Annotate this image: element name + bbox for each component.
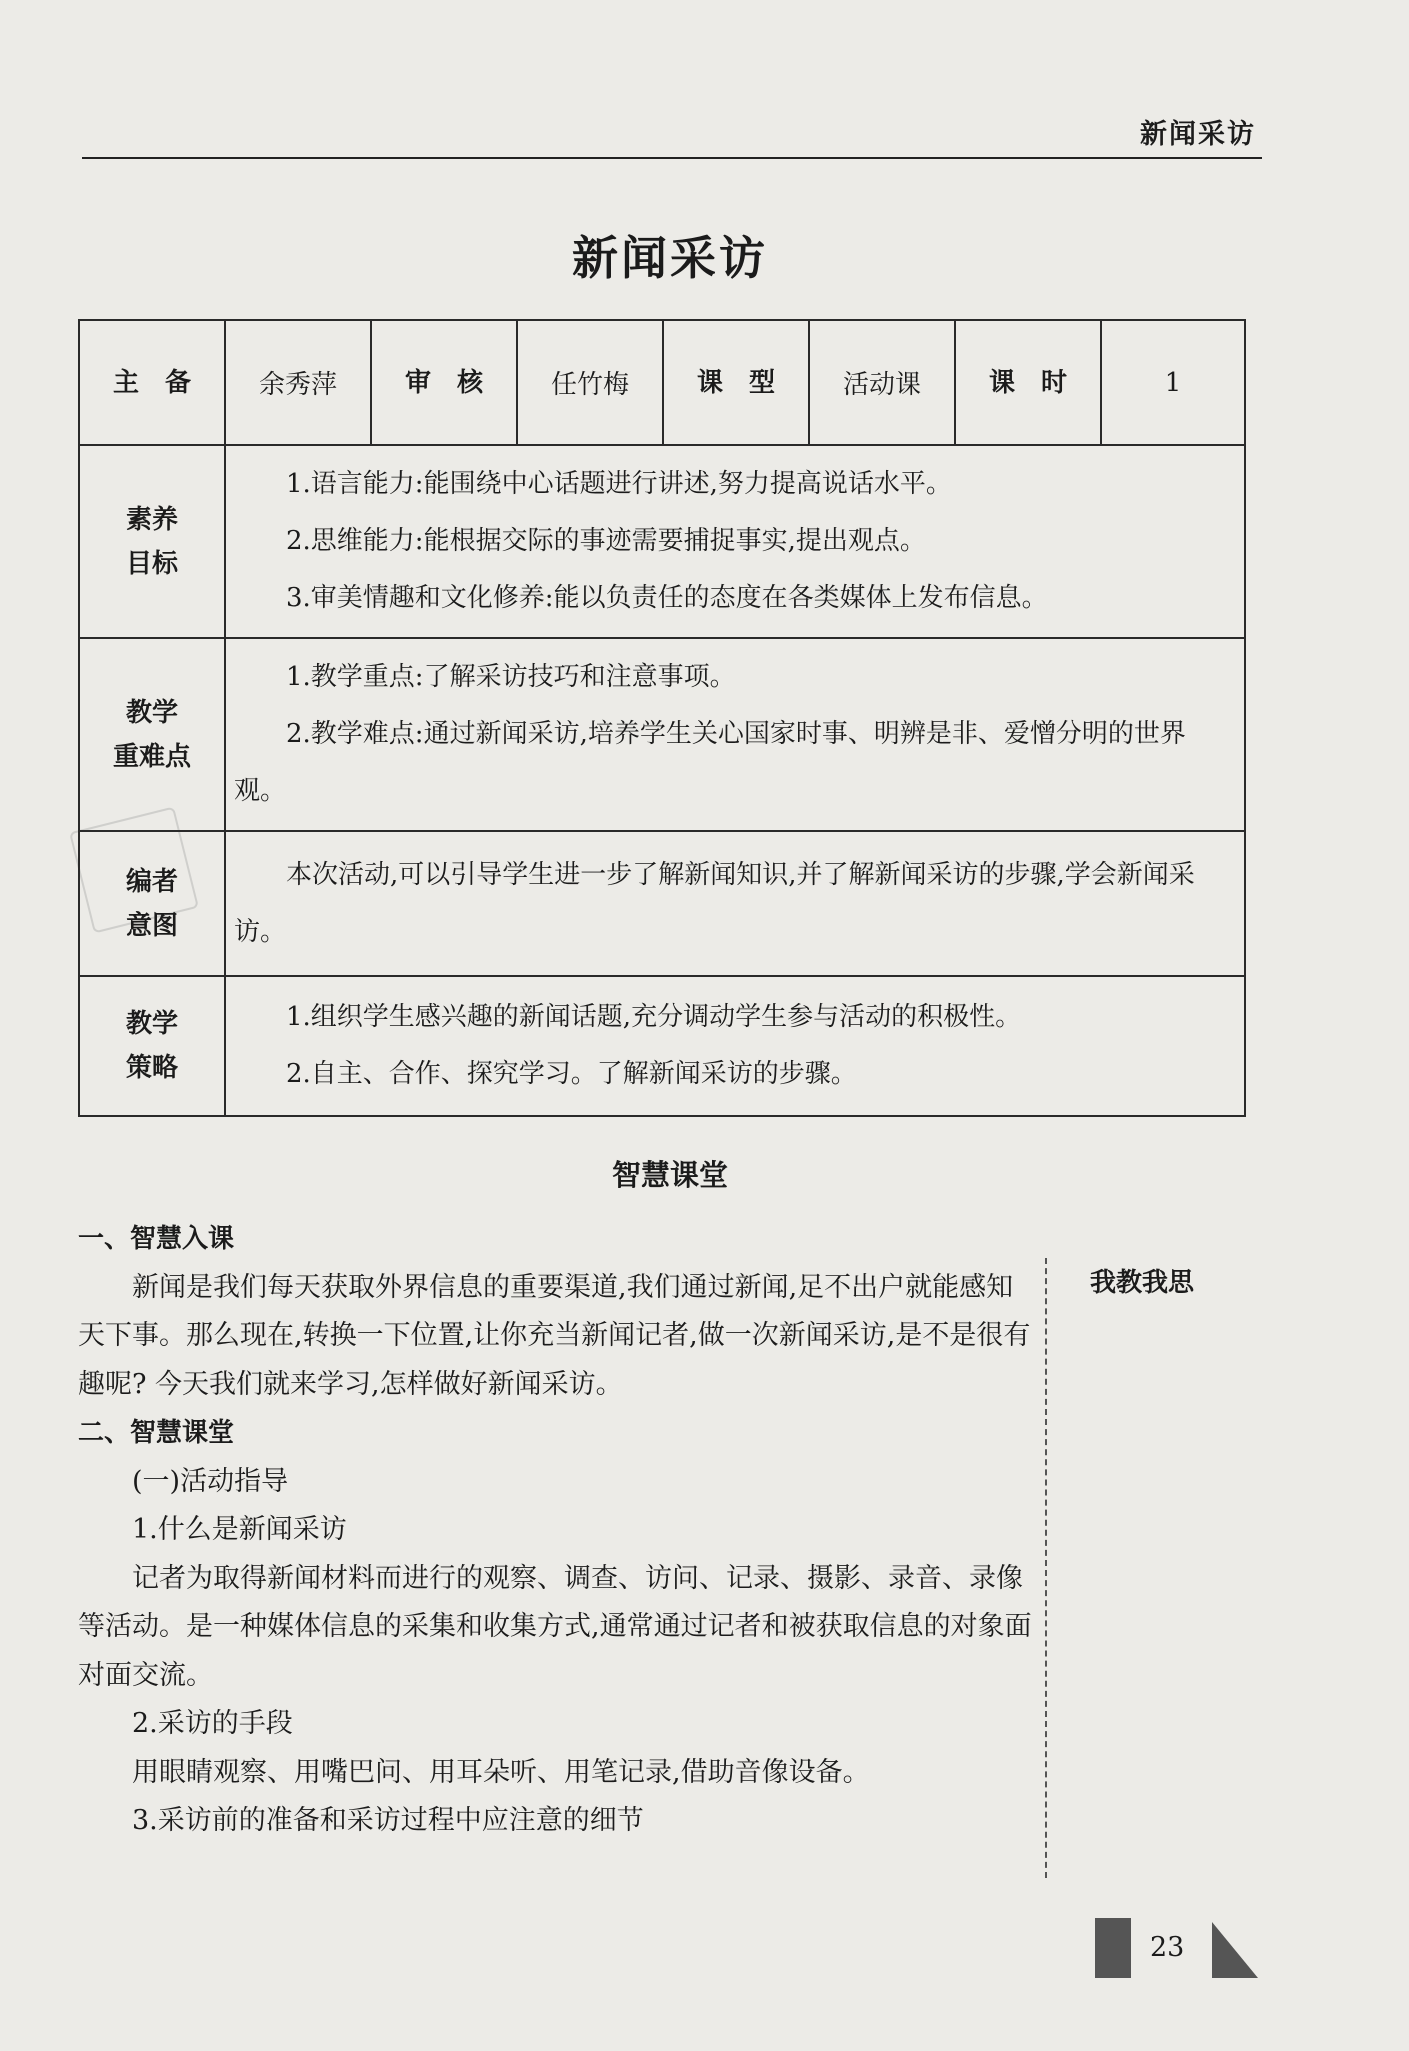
header-rule (82, 157, 1262, 159)
row-literacy-goals (79, 445, 1245, 638)
row-content (225, 976, 1245, 1116)
margin-divider (1045, 1258, 1047, 1878)
strategy-line: 2.自主、合作、探究学习。了解新闻采访的步骤。 (286, 1059, 857, 1089)
lesson-hours-label: 课 时 (955, 320, 1101, 445)
intent-line: 本次活动,可以引导学生进一步了解新闻知识,并了解新闻采访的步骤,学会新闻采访。 (234, 859, 1195, 947)
row-teaching-strategy (79, 976, 1245, 1116)
row-editor-intent (79, 831, 1245, 976)
row-label: 素养 目标 (79, 445, 225, 638)
item1-heading: 1.什么是新闻采访 (132, 1514, 347, 1545)
row-content (225, 831, 1245, 976)
item3-heading: 3.采访前的准备和采访过程中应注意的细节 (132, 1805, 644, 1836)
row-label: 编者 意图 (79, 831, 225, 976)
strategy-line: 1.组织学生感兴趣的新闻话题,充分调动学生参与活动的积极性。 (286, 1002, 1022, 1032)
running-header: 新闻采访 (1140, 119, 1256, 150)
item2-paragraph: 用眼睛观察、用嘴巴问、用耳朵听、用笔记录,借助音像设备。 (132, 1756, 870, 1788)
row-content (225, 638, 1245, 831)
preparer-label: 主 备 (79, 320, 225, 445)
row-content (225, 445, 1245, 638)
keypoint-line: 1.教学重点:了解采访技巧和注意事项。 (286, 662, 736, 692)
part2-heading: 二、智慧课堂 (78, 1418, 235, 1448)
lesson-plan-table (78, 319, 1246, 1117)
section-heading: 智慧课堂 (611, 1158, 728, 1192)
row-label: 教学 策略 (79, 976, 225, 1116)
meta-row (79, 320, 1245, 445)
goal-line: 2.思维能力:能根据交际的事迹需要捕捉事实,提出观点。 (286, 526, 926, 556)
part1-paragraph: 新闻是我们每天获取外界信息的重要渠道,我们通过新闻,足不出户就能感知天下事。那么现在,转换一下位置,让你充当新闻记者,做一次新闻采访,是不是很有趣呢? 今天我们就来学习,怎样做好新闻采访。 (78, 1271, 1031, 1400)
row-key-points (79, 638, 1245, 831)
lesson-hours-value: 1 (1101, 320, 1245, 445)
page-title: 新闻采访 (572, 231, 768, 285)
lesson-type-label: 课 型 (663, 320, 809, 445)
goal-line: 1.语言能力:能围绕中心话题进行讲述,努力提高说话水平。 (286, 469, 952, 499)
lesson-type-value: 活动课 (809, 320, 955, 445)
item2-heading: 2.采访的手段 (132, 1708, 293, 1739)
reviewer-value: 任竹梅 (517, 320, 663, 445)
page-number: 23 (1150, 1932, 1185, 1963)
item1-paragraph: 记者为取得新闻材料而进行的观察、调查、访问、记录、摄影、录音、录像等活动。是一种媒体信息的采集和收集方式,通常通过记者和被获取信息的对象面对面交流。 (78, 1562, 1032, 1691)
margin-notes-title: 我教我思 (1090, 1268, 1195, 1298)
keypoint-line: 2.教学难点:通过新闻采访,培养学生关心国家时事、明辨是非、爱憎分明的世界观。 (234, 719, 1186, 806)
lesson-body (78, 1215, 1036, 1846)
page-corner-triangle (1212, 1922, 1258, 1978)
reviewer-label: 审 核 (371, 320, 517, 445)
activity-guide-heading: (一)活动指导 (132, 1465, 289, 1497)
part1-heading: 一、智慧入课 (78, 1224, 235, 1254)
preparer-value: 余秀萍 (225, 320, 371, 445)
row-label: 教学 重难点 (79, 638, 225, 831)
page-tab-bar (1095, 1918, 1131, 1978)
goal-line: 3.审美情趣和文化修养:能以负责任的态度在各类媒体上发布信息。 (286, 583, 1048, 613)
